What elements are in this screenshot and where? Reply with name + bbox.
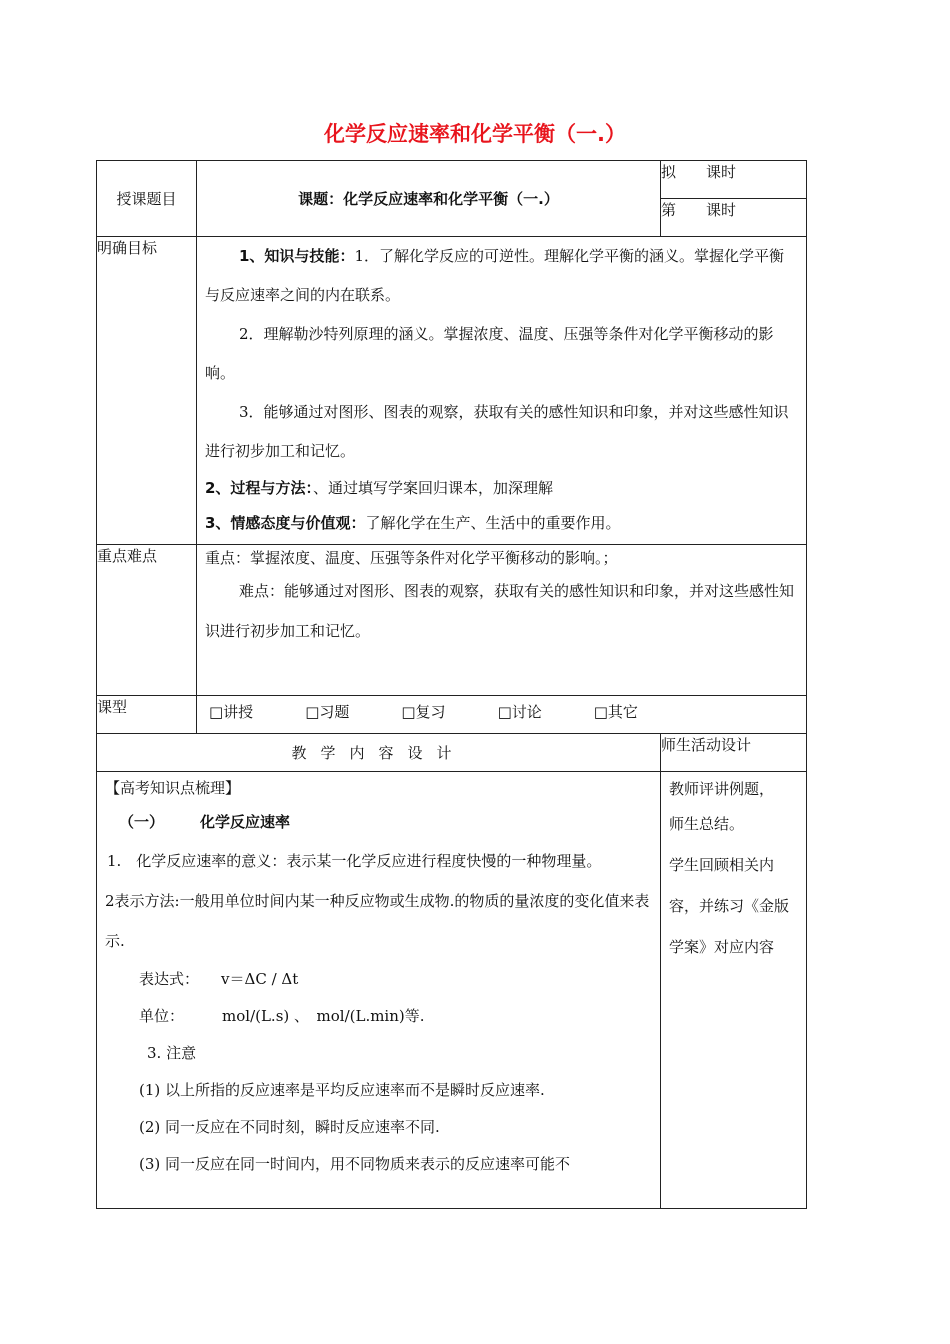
content-design-header: 教学内容设计 <box>291 744 466 762</box>
process-title: 2、过程与方法： <box>205 479 313 497</box>
option-other[interactable]: □其它 <box>593 703 638 721</box>
difficulty: 难点：能够通过对图形、图表的观察，获取有关的感性知识和印象，并对这些感性知识进行初步加工和记忆。 <box>205 582 795 640</box>
goals-label: 明确目标 <box>97 237 197 545</box>
attitude-title: 3、情感态度与价值观： <box>205 514 366 532</box>
option-discussion[interactable]: □讨论 <box>497 703 542 721</box>
section-num: （一） <box>119 813 165 831</box>
knowledge-title: 1、知识与技能： <box>239 247 355 265</box>
item-1: 1. 化学反应速率的意义：表示某一化学反应进行程度快慢的一种物理量。 <box>107 852 602 870</box>
option-lecture[interactable]: □讲授 <box>209 703 254 721</box>
option-exercise[interactable]: □习题 <box>305 703 350 721</box>
item-2: 2表示方法:一般用单位时间内某一种反应物或生成物.的物质的量浓度的变化值来表示. <box>105 892 650 950</box>
note-2: (2) 同一反应在不同时刻，瞬时反应速率不同. <box>139 1118 440 1136</box>
goals-row <box>97 237 807 545</box>
expression-label: 表达式： <box>139 970 200 988</box>
knowledge-1: 1．了解化学反应的可逆性。理解化学平衡的涵义。掌握化学平衡与反应速率之间的内在联系。 <box>205 247 784 304</box>
lesson-type-label: 课型 <box>97 696 197 734</box>
key-points-label: 重点难点 <box>97 545 197 696</box>
unit-label: 单位： <box>139 1007 185 1025</box>
process-text: 、通过填写学案回归课本，加深理解 <box>312 479 553 497</box>
knowledge-3: 3．能够通过对图形、图表的观察，获取有关的感性知识和印象，并对这些感性知识进行初步加工和记忆。 <box>205 403 789 460</box>
current-hour: 第 课时 <box>661 199 807 237</box>
lesson-type-options <box>197 696 807 734</box>
activity-header: 师生活动设计 <box>661 734 807 772</box>
plan-hours: 拟 课时 <box>661 161 807 199</box>
knowledge-2: 2．理解勒沙特列原理的涵义。掌握浓度、温度、压强等条件对化学平衡移动的影响。 <box>205 325 774 382</box>
note-1: (1) 以上所指的反应速率是平均反应速率而不是瞬时反应速率. <box>139 1081 545 1099</box>
topic-title: 课题：化学反应速率和化学平衡（一.） <box>197 161 661 237</box>
attitude-text: 了解化学在生产、生活中的重要作用。 <box>365 514 621 532</box>
key-points-row <box>97 545 807 696</box>
key-points-content <box>197 545 807 696</box>
activity-1: 教师评讲例题， <box>669 780 775 798</box>
teaching-content <box>97 772 661 1209</box>
topic-row <box>97 161 807 199</box>
section-title: 化学反应速率 <box>200 813 291 831</box>
option-review[interactable]: □复习 <box>401 703 446 721</box>
activities-content <box>661 772 807 1209</box>
key-point: 重点：掌握浓度、温度、压强等条件对化学平衡移动的影响。； <box>205 549 618 567</box>
unit: mol/(L.s) 、 mol/(L.min)等. <box>222 1007 425 1025</box>
content-row <box>97 772 807 1209</box>
lesson-plan-table <box>96 160 807 1209</box>
content-header-row <box>97 734 807 772</box>
content-heading: 【高考知识点梳理】 <box>105 779 241 797</box>
expression: v＝ΔC / Δt <box>221 970 299 988</box>
lesson-type-row <box>97 696 807 734</box>
activity-3: 学生回顾相关内容，并练习《金版学案》对应内容 <box>669 856 790 956</box>
goals-content <box>197 237 807 545</box>
topic-label: 授课题目 <box>97 161 197 237</box>
activity-2: 师生总结。 <box>669 815 745 833</box>
page-title: 化学反应速率和化学平衡（一.） <box>324 122 626 146</box>
note-title: 3. 注意 <box>147 1044 197 1062</box>
note-3: (3) 同一反应在同一时间内，用不同物质来表示的反应速率可能不 <box>139 1155 571 1173</box>
